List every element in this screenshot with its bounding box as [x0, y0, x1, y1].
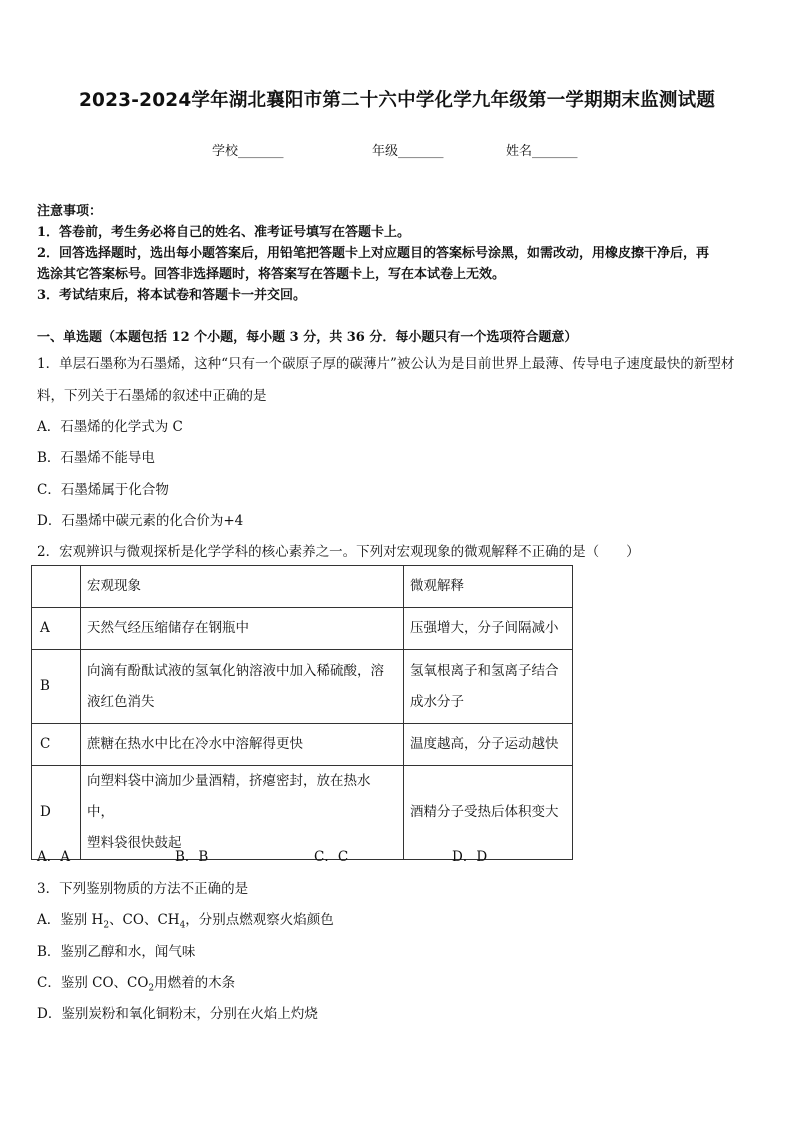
row-macro: 蔗糖在热水中比在冷水中溶解得更快	[81, 724, 404, 766]
row-macro: 天然气经压缩储存在钢瓶中	[81, 608, 404, 650]
table-row	[32, 724, 573, 766]
row-macro-line: 向滴有酚酞试液的氢氧化钠溶液中加入稀硫酸，溶	[87, 662, 384, 679]
row-micro	[404, 650, 573, 724]
row-key: A	[32, 608, 81, 650]
table-row	[32, 650, 573, 724]
row-micro-line: 成水分子	[410, 693, 464, 710]
q1-option-d: D．石墨烯中碳元素的化合价为+4	[37, 513, 244, 529]
name-field: 姓名_______	[506, 144, 578, 159]
row-macro	[81, 650, 404, 724]
q1-option-a: A．石墨烯的化学式为 C	[37, 419, 183, 435]
table-header-key	[32, 566, 81, 608]
row-macro-line: 塑料袋很快鼓起	[87, 835, 182, 851]
row-micro: 酒精分子受热后体积变大	[404, 766, 573, 860]
row-key: C	[32, 724, 81, 766]
q3-option-b: B．鉴别乙醇和水，闻气味	[37, 944, 196, 960]
q1-stem-line1: 1．单层石墨称为石墨烯，这种“只有一个碳原子厚的碳薄片”被公认为是目前世界上最薄、传导电子速度最快的新型材	[37, 356, 735, 372]
section-heading: 一、单选题（本题包括 12 个小题，每小题 3 分，共 36 分．每小题只有一个选项符合题意）	[37, 330, 578, 345]
q2-stem: 2．宏观辨识与微观探析是化学学科的核心素养之一。下列对宏观现象的微观解释不正确的是（ ）	[37, 544, 640, 560]
table-header-row	[32, 566, 573, 608]
page-title: 2023-2024学年湖北襄阳市第二十六中学化学九年级第一学期期末监测试题	[78, 90, 716, 111]
row-micro: 温度越高，分子运动越快	[404, 724, 573, 766]
notice-item-2: 2．回答选择题时，选出每小题答案后，用铅笔把答题卡上对应题目的答案标号涂黑，如需改动，用橡皮擦干净后，再	[37, 246, 710, 261]
row-micro-line: 氢氧根离子和氢离子结合	[410, 662, 559, 679]
table-header-macro: 宏观现象	[81, 566, 404, 608]
school-field: 学校_______	[212, 144, 284, 159]
row-key: D	[32, 766, 81, 860]
notice-item-3: 3．考试结束后，将本试卷和答题卡一并交回。	[37, 288, 307, 303]
q2-option-c: C．C	[314, 849, 349, 865]
row-macro-line: 向塑料袋中滴加少量酒精，挤瘪密封，放在热水中，	[87, 773, 371, 820]
notice-item-2-cont: 选涂其它答案标号。回答非选择题时，将答案写在答题卡上，写在本试卷上无效。	[37, 267, 506, 282]
row-key: B	[32, 650, 81, 724]
q2-option-d: D．D	[452, 849, 488, 865]
table-row	[32, 608, 573, 650]
notice-item-1: 1．答卷前，考生务必将自己的姓名、准考证号填写在答题卡上。	[37, 225, 411, 240]
row-macro-line: 液红色消失	[87, 693, 155, 710]
table-header-micro: 微观解释	[404, 566, 573, 608]
q1-stem-line2: 料，下列关于石墨烯的叙述中正确的是	[37, 388, 267, 404]
notice-heading: 注意事项：	[37, 204, 103, 219]
q1-option-c: C．石墨烯属于化合物	[37, 482, 169, 498]
q3-option-d: D．鉴别炭粉和氧化铜粉末，分别在火焰上灼烧	[37, 1006, 318, 1022]
q3-option-a: A．鉴别 $H_2$、CO、$CH_4$，分别点燃观察火焰颜色	[37, 912, 334, 931]
q2-table	[31, 565, 573, 860]
q3-option-c: C．鉴别 CO、$CO_2$用燃着的木条	[37, 975, 236, 994]
q2-option-b: B．B	[175, 849, 209, 865]
q2-option-a: A．A	[37, 849, 70, 865]
q1-option-b: B．石墨烯不能导电	[37, 450, 155, 466]
row-micro: 压强增大，分子间隔减小	[404, 608, 573, 650]
q3-stem: 3．下列鉴别物质的方法不正确的是	[37, 881, 249, 897]
grade-field: 年级_______	[372, 144, 444, 159]
row-macro	[81, 766, 404, 860]
table-row	[32, 766, 573, 860]
